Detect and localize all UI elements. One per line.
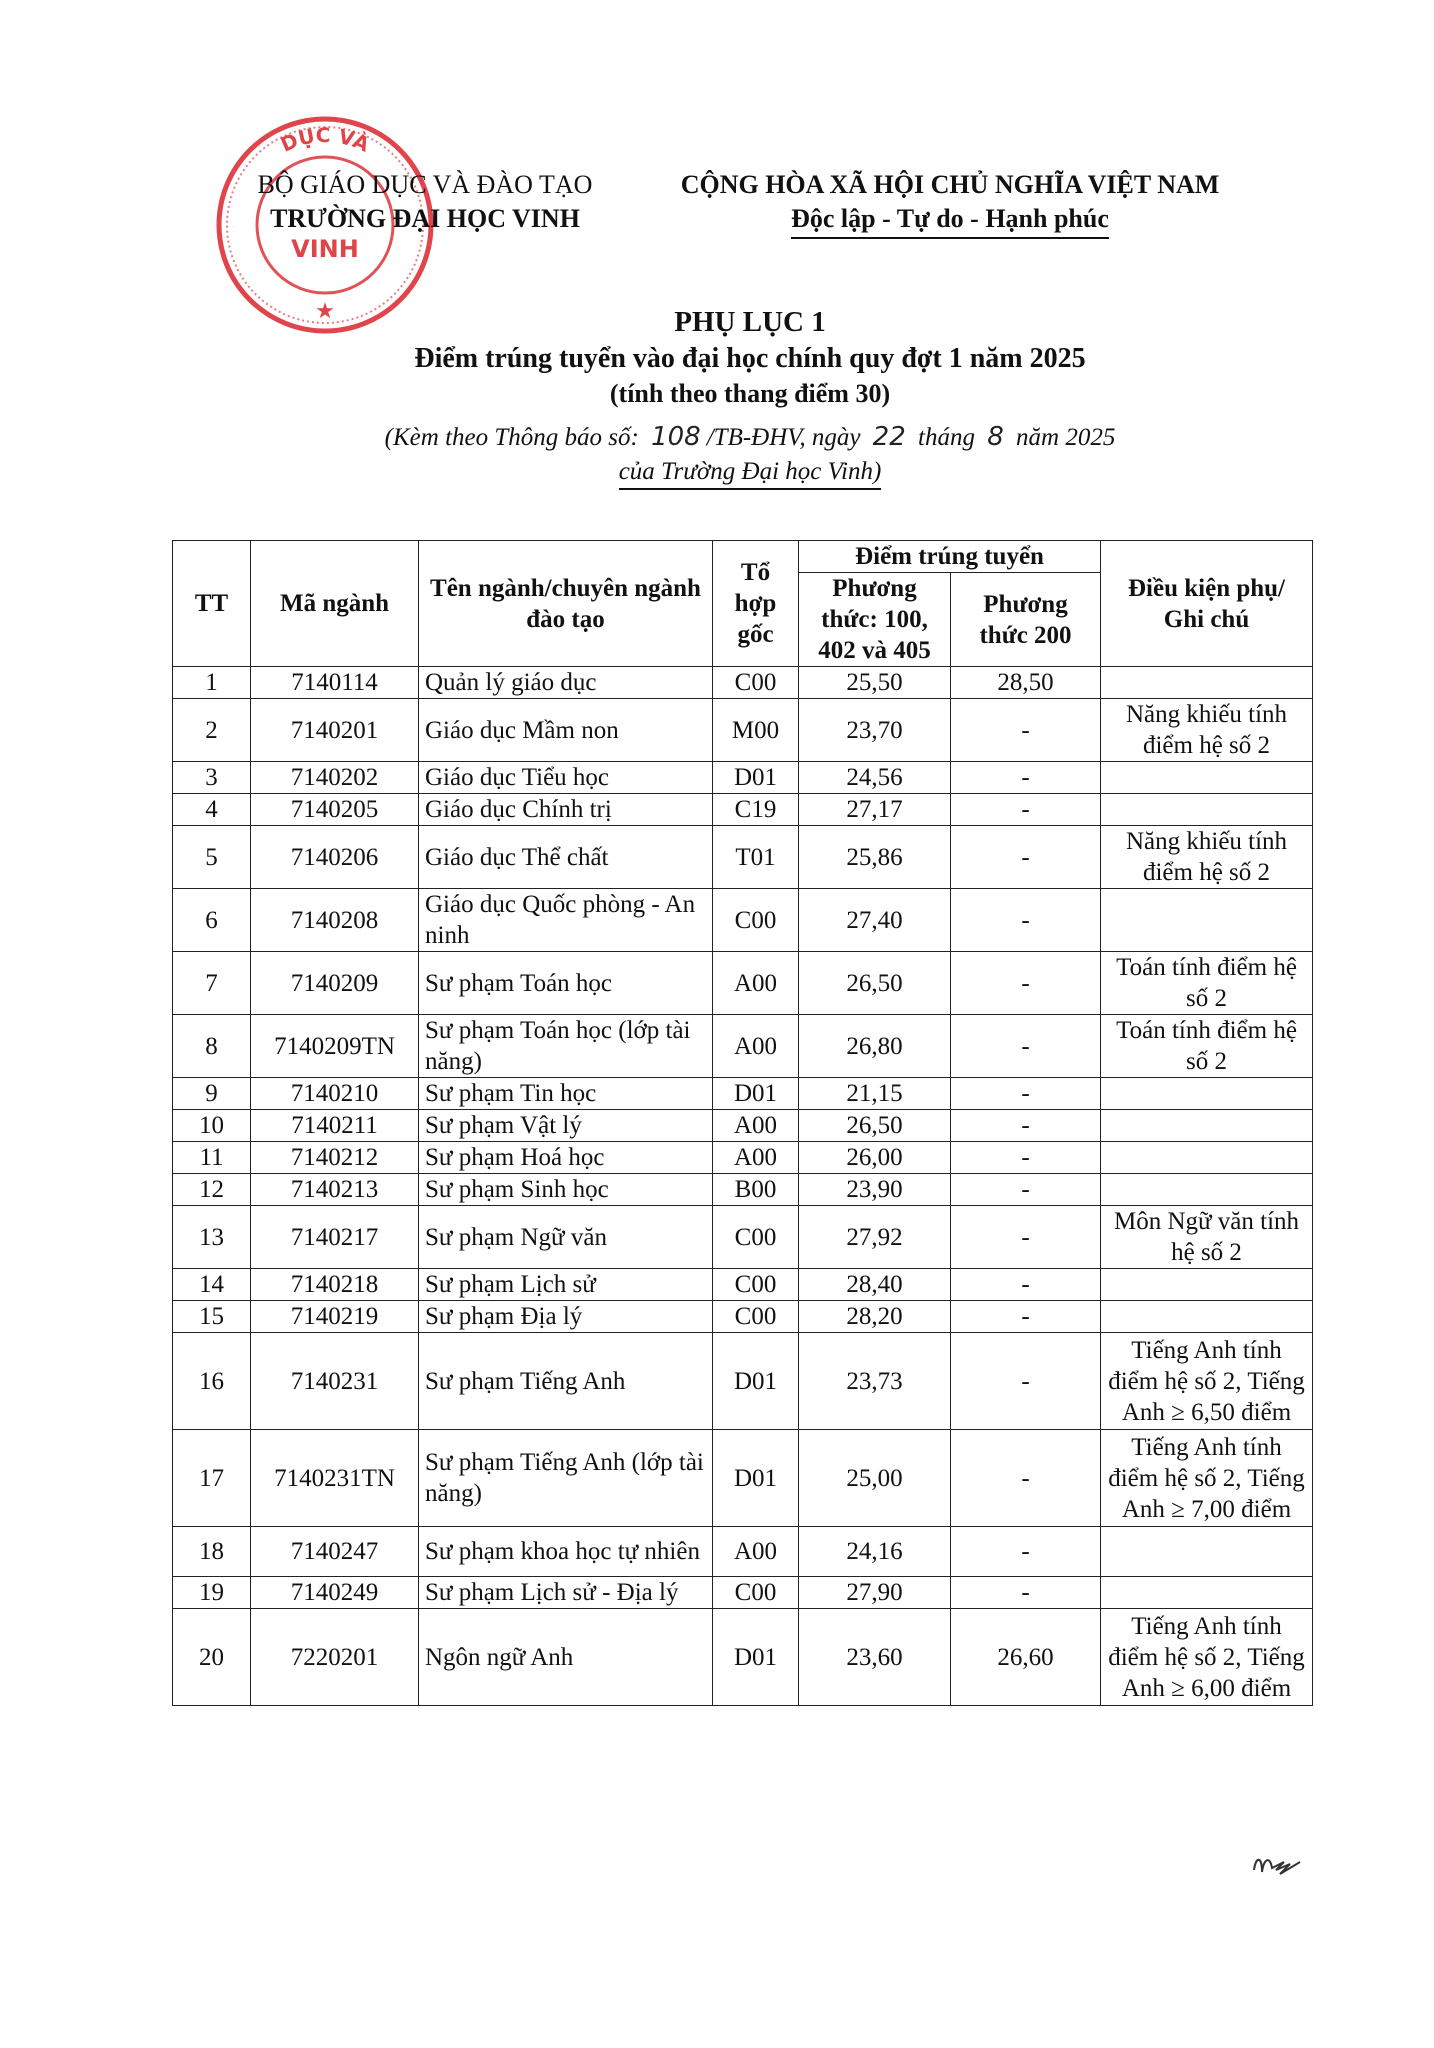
cell-pt-100: 23,90 bbox=[799, 1174, 951, 1206]
university-name: TRƯỜNG ĐẠI HỌC VINH bbox=[270, 204, 580, 233]
reference-line bbox=[180, 419, 1320, 456]
cell-pt-200: - bbox=[951, 1430, 1101, 1527]
cell-ma-nganh: 7140209 bbox=[251, 952, 419, 1015]
cell-pt-200: - bbox=[951, 1333, 1101, 1430]
cell-to-hop: A00 bbox=[713, 1527, 799, 1577]
cell-pt-200: - bbox=[951, 1015, 1101, 1078]
cell-tt: 13 bbox=[173, 1206, 251, 1269]
svg-text:DỤC VÀ: DỤC VÀ bbox=[277, 122, 374, 157]
cell-ten-nganh: Sư phạm Tin học bbox=[419, 1078, 713, 1110]
cell-pt-100: 28,20 bbox=[799, 1301, 951, 1333]
cell-ghi-chu: Năng khiếu tính điểm hệ số 2 bbox=[1101, 699, 1313, 762]
cell-to-hop: D01 bbox=[713, 1430, 799, 1527]
cell-ten-nganh: Giáo dục Thể chất bbox=[419, 826, 713, 889]
cell-ma-nganh: 7140231 bbox=[251, 1333, 419, 1430]
table-body bbox=[173, 667, 1313, 1706]
cell-to-hop: D01 bbox=[713, 1078, 799, 1110]
cell-ma-nganh: 7140249 bbox=[251, 1577, 419, 1609]
cell-pt-100: 27,92 bbox=[799, 1206, 951, 1269]
cell-tt: 5 bbox=[173, 826, 251, 889]
table-row bbox=[173, 1301, 1313, 1333]
cell-ghi-chu bbox=[1101, 794, 1313, 826]
cell-to-hop: B00 bbox=[713, 1174, 799, 1206]
cell-tt: 20 bbox=[173, 1609, 251, 1706]
reference-issuer: của Trường Đại học Vinh) bbox=[619, 456, 882, 490]
cell-pt-100: 27,90 bbox=[799, 1577, 951, 1609]
cell-tt: 12 bbox=[173, 1174, 251, 1206]
cell-ten-nganh: Giáo dục Mầm non bbox=[419, 699, 713, 762]
cell-ten-nganh: Giáo dục Chính trị bbox=[419, 794, 713, 826]
cell-ten-nganh: Sư phạm Vật lý bbox=[419, 1110, 713, 1142]
ref-prefix: (Kèm theo Thông báo số: bbox=[384, 424, 639, 451]
cell-ten-nganh: Sư phạm Tiếng Anh bbox=[419, 1333, 713, 1430]
cell-ghi-chu: Môn Ngữ văn tính hệ số 2 bbox=[1101, 1206, 1313, 1269]
cell-ten-nganh: Sư phạm Hoá học bbox=[419, 1142, 713, 1174]
cell-to-hop: C00 bbox=[713, 1206, 799, 1269]
cell-pt-100: 24,16 bbox=[799, 1527, 951, 1577]
ref-suffix: năm 2025 bbox=[1016, 424, 1116, 451]
ref-day: 22 bbox=[872, 422, 906, 452]
cell-tt: 19 bbox=[173, 1577, 251, 1609]
cell-ten-nganh: Sư phạm Lịch sử bbox=[419, 1269, 713, 1301]
national-header bbox=[640, 168, 1260, 239]
cell-ma-nganh: 7140211 bbox=[251, 1110, 419, 1142]
cell-ghi-chu: Tiếng Anh tính điểm hệ số 2, Tiếng Anh ≥ 6,00 điểm bbox=[1101, 1609, 1313, 1706]
cell-ten-nganh: Giáo dục Quốc phòng - An ninh bbox=[419, 889, 713, 952]
svg-text:★: ★ bbox=[315, 299, 335, 324]
cell-pt-100: 26,80 bbox=[799, 1015, 951, 1078]
cell-ten-nganh: Sư phạm Tiếng Anh (lớp tài năng) bbox=[419, 1430, 713, 1527]
cell-ten-nganh: Sư phạm Sinh học bbox=[419, 1174, 713, 1206]
cell-ghi-chu: Tiếng Anh tính điểm hệ số 2, Tiếng Anh ≥ 6,50 điểm bbox=[1101, 1333, 1313, 1430]
cell-to-hop: A00 bbox=[713, 1110, 799, 1142]
cell-pt-100: 23,73 bbox=[799, 1333, 951, 1430]
cell-ghi-chu bbox=[1101, 1078, 1313, 1110]
col-header-ghi-chu: Điều kiện phụ/ Ghi chú bbox=[1101, 541, 1313, 667]
cell-pt-100: 26,50 bbox=[799, 952, 951, 1015]
cell-ghi-chu bbox=[1101, 1269, 1313, 1301]
national-motto: Độc lập - Tự do - Hạnh phúc bbox=[791, 202, 1109, 239]
document-title: Điểm trúng tuyển vào đại học chính quy đợt 1 năm 2025 bbox=[414, 343, 1086, 374]
ministry-name: BỘ GIÁO DỤC VÀ ĐÀO TẠO bbox=[257, 170, 593, 199]
cell-pt-100: 28,40 bbox=[799, 1269, 951, 1301]
ref-number: 108 bbox=[651, 422, 701, 452]
country-name: CỘNG HÒA XÃ HỘI CHỦ NGHĨA VIỆT NAM bbox=[680, 170, 1220, 199]
cell-pt-200: - bbox=[951, 889, 1101, 952]
col-header-to-hop: Tổ hợp gốc bbox=[713, 541, 799, 667]
cell-to-hop: D01 bbox=[713, 1333, 799, 1430]
admission-scores-table bbox=[172, 540, 1313, 1706]
cell-ghi-chu: Toán tính điểm hệ số 2 bbox=[1101, 1015, 1313, 1078]
cell-pt-200: 28,50 bbox=[951, 667, 1101, 699]
cell-to-hop: C00 bbox=[713, 1269, 799, 1301]
cell-ghi-chu bbox=[1101, 1142, 1313, 1174]
cell-pt-200: - bbox=[951, 1206, 1101, 1269]
col-header-pt-100: Phương thức: 100, 402 và 405 bbox=[799, 573, 951, 667]
table-row bbox=[173, 667, 1313, 699]
col-group-header-diem: Điểm trúng tuyển bbox=[799, 541, 1101, 573]
table-row bbox=[173, 826, 1313, 889]
cell-tt: 16 bbox=[173, 1333, 251, 1430]
table-row bbox=[173, 1174, 1313, 1206]
cell-ma-nganh: 7140247 bbox=[251, 1527, 419, 1577]
cell-to-hop: D01 bbox=[713, 1609, 799, 1706]
table-row bbox=[173, 1110, 1313, 1142]
cell-pt-200: - bbox=[951, 1142, 1101, 1174]
cell-pt-200: - bbox=[951, 1527, 1101, 1577]
ref-mid2: tháng bbox=[918, 424, 975, 451]
cell-pt-100: 25,86 bbox=[799, 826, 951, 889]
cell-ghi-chu bbox=[1101, 1577, 1313, 1609]
cell-ma-nganh: 7220201 bbox=[251, 1609, 419, 1706]
cell-ma-nganh: 7140213 bbox=[251, 1174, 419, 1206]
cell-ghi-chu bbox=[1101, 889, 1313, 952]
cell-tt: 9 bbox=[173, 1078, 251, 1110]
table-row bbox=[173, 1527, 1313, 1577]
cell-pt-100: 21,15 bbox=[799, 1078, 951, 1110]
cell-pt-200: - bbox=[951, 826, 1101, 889]
cell-pt-200: - bbox=[951, 1110, 1101, 1142]
cell-to-hop: T01 bbox=[713, 826, 799, 889]
cell-ghi-chu bbox=[1101, 1527, 1313, 1577]
cell-to-hop: C19 bbox=[713, 794, 799, 826]
cell-ten-nganh: Sư phạm Ngữ văn bbox=[419, 1206, 713, 1269]
col-header-pt-200: Phương thức 200 bbox=[951, 573, 1101, 667]
cell-tt: 10 bbox=[173, 1110, 251, 1142]
cell-pt-100: 24,56 bbox=[799, 762, 951, 794]
table-row bbox=[173, 1609, 1313, 1706]
cell-ghi-chu bbox=[1101, 1110, 1313, 1142]
cell-tt: 7 bbox=[173, 952, 251, 1015]
cell-ghi-chu bbox=[1101, 762, 1313, 794]
cell-tt: 2 bbox=[173, 699, 251, 762]
score-scale-note: (tính theo thang điểm 30) bbox=[609, 379, 891, 408]
table-row bbox=[173, 1078, 1313, 1110]
table-row bbox=[173, 1142, 1313, 1174]
table-row bbox=[173, 1430, 1313, 1527]
cell-tt: 8 bbox=[173, 1015, 251, 1078]
cell-ten-nganh: Sư phạm Toán học (lớp tài năng) bbox=[419, 1015, 713, 1078]
table-row bbox=[173, 794, 1313, 826]
cell-ten-nganh: Sư phạm Lịch sử - Địa lý bbox=[419, 1577, 713, 1609]
cell-pt-200: - bbox=[951, 699, 1101, 762]
cell-pt-200: - bbox=[951, 952, 1101, 1015]
cell-ghi-chu bbox=[1101, 1174, 1313, 1206]
cell-pt-100: 26,50 bbox=[799, 1110, 951, 1142]
cell-ma-nganh: 7140205 bbox=[251, 794, 419, 826]
cell-ma-nganh: 7140201 bbox=[251, 699, 419, 762]
cell-ghi-chu: Tiếng Anh tính điểm hệ số 2, Tiếng Anh ≥ 7,00 điểm bbox=[1101, 1430, 1313, 1527]
table-row bbox=[173, 1015, 1313, 1078]
appendix-title: PHỤ LỤC 1 bbox=[674, 306, 826, 338]
cell-ghi-chu bbox=[1101, 667, 1313, 699]
cell-tt: 6 bbox=[173, 889, 251, 952]
cell-ma-nganh: 7140209TN bbox=[251, 1015, 419, 1078]
cell-pt-100: 25,50 bbox=[799, 667, 951, 699]
table-row bbox=[173, 1269, 1313, 1301]
cell-ghi-chu: Toán tính điểm hệ số 2 bbox=[1101, 952, 1313, 1015]
cell-ma-nganh: 7140210 bbox=[251, 1078, 419, 1110]
cell-ghi-chu: Năng khiếu tính điểm hệ số 2 bbox=[1101, 826, 1313, 889]
cell-to-hop: C00 bbox=[713, 889, 799, 952]
cell-ma-nganh: 7140231TN bbox=[251, 1430, 419, 1527]
cell-tt: 17 bbox=[173, 1430, 251, 1527]
cell-pt-200: 26,60 bbox=[951, 1609, 1101, 1706]
cell-ma-nganh: 7140202 bbox=[251, 762, 419, 794]
cell-pt-200: - bbox=[951, 794, 1101, 826]
header-row bbox=[173, 541, 1313, 573]
cell-ma-nganh: 7140208 bbox=[251, 889, 419, 952]
cell-tt: 11 bbox=[173, 1142, 251, 1174]
cell-ten-nganh: Ngôn ngữ Anh bbox=[419, 1609, 713, 1706]
cell-ten-nganh: Sư phạm khoa học tự nhiên bbox=[419, 1527, 713, 1577]
cell-pt-200: - bbox=[951, 1078, 1101, 1110]
issuer-header bbox=[225, 168, 625, 236]
svg-text:VINH: VINH bbox=[291, 235, 359, 263]
cell-to-hop: A00 bbox=[713, 952, 799, 1015]
cell-to-hop: C00 bbox=[713, 667, 799, 699]
cell-pt-200: - bbox=[951, 1577, 1101, 1609]
cell-pt-100: 23,60 bbox=[799, 1609, 951, 1706]
cell-pt-200: - bbox=[951, 762, 1101, 794]
table-row bbox=[173, 952, 1313, 1015]
cell-ma-nganh: 7140217 bbox=[251, 1206, 419, 1269]
table-row bbox=[173, 1206, 1313, 1269]
initials-signature bbox=[1250, 1848, 1310, 1882]
cell-ten-nganh: Quản lý giáo dục bbox=[419, 667, 713, 699]
col-header-tt: TT bbox=[173, 541, 251, 667]
cell-pt-100: 26,00 bbox=[799, 1142, 951, 1174]
col-header-ma-nganh: Mã ngành bbox=[251, 541, 419, 667]
cell-tt: 14 bbox=[173, 1269, 251, 1301]
cell-ten-nganh: Giáo dục Tiểu học bbox=[419, 762, 713, 794]
cell-to-hop: M00 bbox=[713, 699, 799, 762]
cell-to-hop: D01 bbox=[713, 762, 799, 794]
table-row bbox=[173, 762, 1313, 794]
cell-pt-100: 23,70 bbox=[799, 699, 951, 762]
cell-ma-nganh: 7140206 bbox=[251, 826, 419, 889]
col-header-ten-nganh: Tên ngành/chuyên ngành đào tạo bbox=[419, 541, 713, 667]
cell-ten-nganh: Sư phạm Địa lý bbox=[419, 1301, 713, 1333]
cell-ma-nganh: 7140114 bbox=[251, 667, 419, 699]
cell-pt-200: - bbox=[951, 1269, 1101, 1301]
table-row bbox=[173, 1577, 1313, 1609]
cell-pt-100: 25,00 bbox=[799, 1430, 951, 1527]
cell-ma-nganh: 7140212 bbox=[251, 1142, 419, 1174]
cell-pt-100: 27,40 bbox=[799, 889, 951, 952]
cell-to-hop: C00 bbox=[713, 1301, 799, 1333]
ref-mid1: /TB-ĐHV, ngày bbox=[706, 424, 861, 451]
table-row bbox=[173, 889, 1313, 952]
cell-ghi-chu bbox=[1101, 1301, 1313, 1333]
cell-tt: 4 bbox=[173, 794, 251, 826]
table-row bbox=[173, 1333, 1313, 1430]
cell-tt: 18 bbox=[173, 1527, 251, 1577]
cell-pt-200: - bbox=[951, 1174, 1101, 1206]
table-row bbox=[173, 699, 1313, 762]
cell-ma-nganh: 7140219 bbox=[251, 1301, 419, 1333]
cell-pt-200: - bbox=[951, 1301, 1101, 1333]
cell-to-hop: C00 bbox=[713, 1577, 799, 1609]
cell-ten-nganh: Sư phạm Toán học bbox=[419, 952, 713, 1015]
cell-ma-nganh: 7140218 bbox=[251, 1269, 419, 1301]
cell-tt: 15 bbox=[173, 1301, 251, 1333]
cell-to-hop: A00 bbox=[713, 1142, 799, 1174]
cell-tt: 3 bbox=[173, 762, 251, 794]
cell-tt: 1 bbox=[173, 667, 251, 699]
title-block bbox=[180, 303, 1320, 490]
cell-pt-100: 27,17 bbox=[799, 794, 951, 826]
cell-to-hop: A00 bbox=[713, 1015, 799, 1078]
ref-month: 8 bbox=[987, 422, 1004, 452]
